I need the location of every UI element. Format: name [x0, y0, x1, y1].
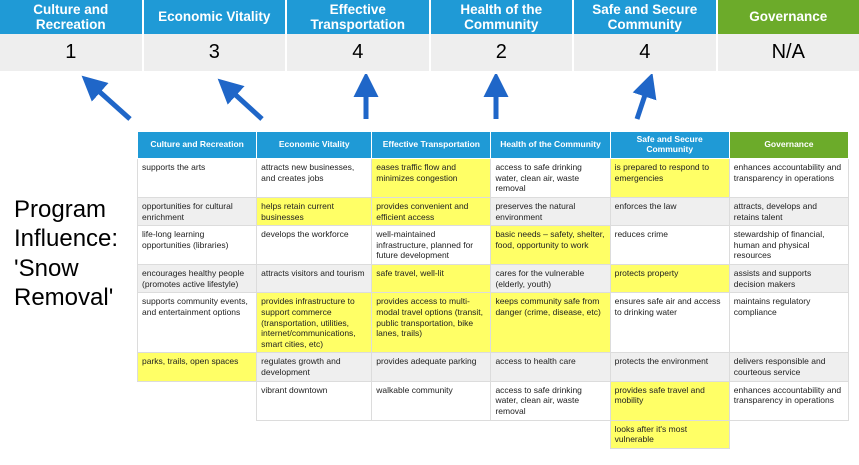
matrix-row [138, 197, 849, 225]
matrix-header-safe-and-secure-community: Safe and Secure Community [610, 132, 729, 159]
matrix-cell: keeps community safe from danger (crime, disease, etc) [491, 293, 610, 353]
matrix-cell [491, 420, 610, 448]
influence-arrows-group [0, 74, 859, 134]
matrix-cell: vibrant downtown [257, 381, 372, 420]
matrix-cell: provides safe travel and mobility [610, 381, 729, 420]
score-effective-transportation: 4 [287, 34, 431, 71]
matrix-header-governance: Governance [729, 132, 848, 159]
matrix-cell: regulates growth and development [257, 353, 372, 381]
header-effective-transportation: Effective Transportation [287, 0, 431, 34]
matrix-cell: basic needs – safety, shelter, food, opportunity to work [491, 226, 610, 265]
matrix-row [138, 293, 849, 353]
matrix-cell: provides infrastructure to support commerce (transportation, utilities, internet/communications, smart cities, etc) [257, 293, 372, 353]
matrix-cell: enforces the law [610, 197, 729, 225]
caption-line-1: Program [14, 196, 107, 223]
matrix-cell: protects the environment [610, 353, 729, 381]
score-culture-and-recreation: 1 [0, 34, 144, 71]
caption-line-3: 'Snow [14, 254, 79, 282]
matrix-cell: is prepared to respond to emergencies [610, 159, 729, 198]
matrix-row [138, 353, 849, 381]
matrix-row [138, 381, 849, 420]
header-health-of-the-community: Health of the Community [431, 0, 575, 34]
header-governance: Governance [718, 0, 859, 34]
matrix-cell: enhances accountability and transparency in operations [729, 381, 848, 420]
matrix-cell [257, 420, 372, 448]
program-influence-caption [14, 195, 134, 312]
matrix-cell: safe travel, well-lit [372, 265, 491, 293]
matrix-cell: provides convenient and efficient access [372, 197, 491, 225]
matrix-cell: cares for the vulnerable (elderly, youth) [491, 265, 610, 293]
matrix-cell: protects property [610, 265, 729, 293]
matrix-cell: preserves the natural environment [491, 197, 610, 225]
matrix-cell: develops the workforce [257, 226, 372, 265]
matrix-header-health-of-the-community: Health of the Community [491, 132, 610, 159]
matrix-row [138, 226, 849, 265]
matrix-cell: parks, trails, open spaces [138, 353, 257, 381]
matrix-cell: looks after it's most vulnerable [610, 420, 729, 448]
matrix-header-effective-transportation: Effective Transportation [372, 132, 491, 159]
matrix-cell: opportunities for cultural enrichment [138, 197, 257, 225]
matrix-cell: reduces crime [610, 226, 729, 265]
matrix-cell: maintains regulatory compliance [729, 293, 848, 353]
header-culture-and-recreation: Culture and Recreation [0, 0, 144, 34]
header-safe-and-secure-community: Safe and Secure Community [574, 0, 718, 34]
matrix-cell: encourages healthy people (promotes active lifestyle) [138, 265, 257, 293]
matrix-cell [138, 420, 257, 448]
score-health-of-the-community: 2 [431, 34, 575, 71]
matrix-cell: ensures safe air and access to drinking water [610, 293, 729, 353]
matrix-row [138, 420, 849, 448]
matrix-header-economic-vitality: Economic Vitality [257, 132, 372, 159]
score-economic-vitality: 3 [144, 34, 288, 71]
matrix-cell: well-maintained infrastructure, planned for future development [372, 226, 491, 265]
matrix-cell: access to safe drinking water, clean air, waste removal [491, 159, 610, 198]
matrix-cell: provides access to multi-modal travel options (transit, public transportation, bike lanes, trails) [372, 293, 491, 353]
strategic-outcome-header-band [0, 0, 859, 34]
matrix-cell: stewardship of financial, human and physical resources [729, 226, 848, 265]
matrix-cell: provides adequate parking [372, 353, 491, 381]
matrix-cell: attracts visitors and tourism [257, 265, 372, 293]
matrix-cell: attracts, develops and retains talent [729, 197, 848, 225]
matrix-header-culture-and-recreation: Culture and Recreation [138, 132, 257, 159]
score-safe-and-secure-community: 4 [574, 34, 718, 71]
matrix-cell [372, 420, 491, 448]
matrix-cell: enhances accountability and transparency in operations [729, 159, 848, 198]
matrix-cell: life-long learning opportunities (libraries) [138, 226, 257, 265]
header-economic-vitality: Economic Vitality [144, 0, 288, 34]
caption-line-4: Removal' [14, 283, 114, 311]
matrix-header-row [138, 132, 849, 159]
matrix-row [138, 159, 849, 198]
matrix-cell: delivers responsible and courteous service [729, 353, 848, 381]
matrix-cell: helps retain current businesses [257, 197, 372, 225]
caption-line-2: Influence: [14, 225, 119, 253]
score-band [0, 34, 859, 74]
score-governance: N/A [771, 41, 805, 63]
matrix-cell: assists and supports decision makers [729, 265, 848, 293]
matrix-cell: supports community events, and entertainment options [138, 293, 257, 353]
matrix-cell: access to health care [491, 353, 610, 381]
influence-arrow-economic [228, 88, 262, 119]
matrix-cell: eases traffic flow and minimizes congestion [372, 159, 491, 198]
matrix-cell: supports the arts [138, 159, 257, 198]
matrix-cell [138, 381, 257, 420]
matrix-row [138, 265, 849, 293]
matrix-cell: attracts new businesses, and creates jobs [257, 159, 372, 198]
program-influence-matrix [137, 131, 849, 449]
influence-arrow-safe [637, 86, 648, 119]
matrix-cell [729, 420, 848, 448]
matrix-cell: access to safe drinking water, clean air, waste removal [491, 381, 610, 420]
matrix-cell: walkable community [372, 381, 491, 420]
influence-arrow-culture [92, 85, 130, 119]
